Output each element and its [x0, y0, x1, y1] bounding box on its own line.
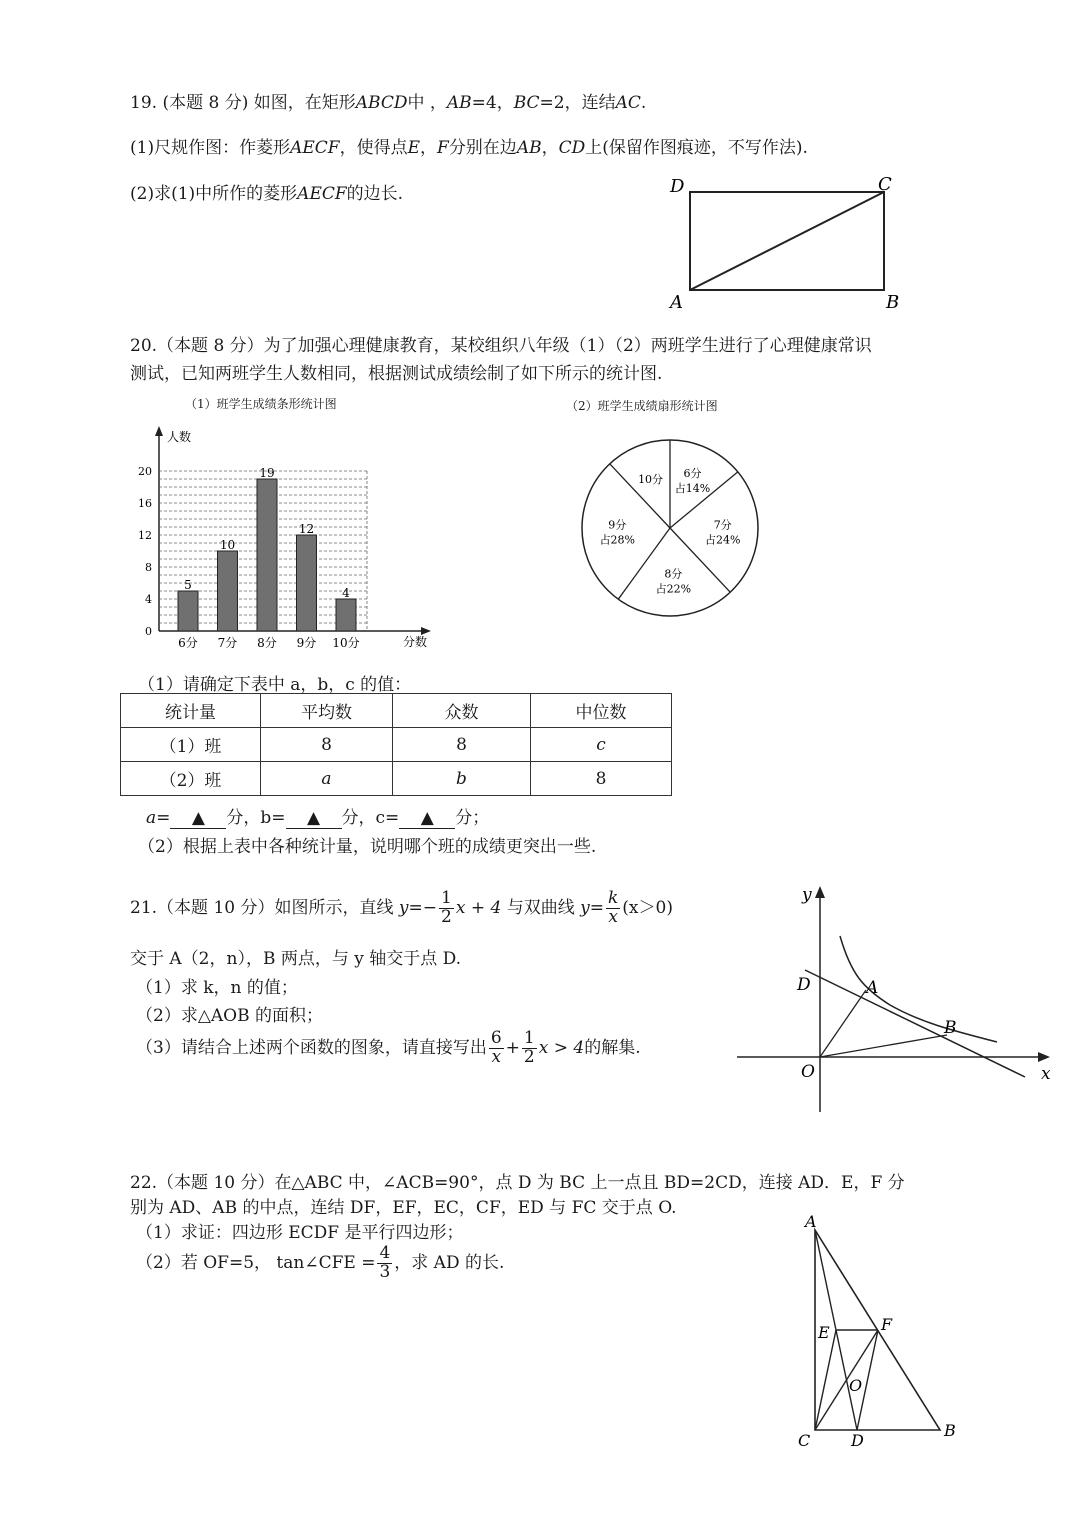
bar-chart [125, 420, 445, 655]
bar-category-label: 6分 [178, 636, 198, 650]
pie-chart [578, 436, 762, 620]
q21-function-graph [735, 880, 1060, 1120]
bar-chart-title: （1）班学生成绩条形统计图 [185, 397, 337, 411]
table-cell: a [261, 762, 393, 796]
q21-line2: 交于 A（2，n），B 两点，与 y 轴交于点 D. [130, 949, 462, 969]
answer-blank-b: ▲ [286, 808, 342, 829]
point-label-d: D [851, 1431, 864, 1450]
table-cell: （2）班 [121, 762, 261, 796]
bar-ytick-label: 4 [145, 593, 152, 606]
bar-xlabel: 分数 [403, 635, 428, 649]
fraction-six-over-x: $\frac{6}{x}$ [490, 1028, 502, 1067]
point-label-c: C [878, 174, 892, 195]
bar-category-label: 8分 [257, 636, 277, 650]
q21-part2: （2）求△AOB 的面积； [136, 1006, 323, 1026]
q21-part1: （1）求 k，n 的值； [136, 978, 298, 998]
point-label-b: B [944, 1018, 957, 1038]
statistics-table [120, 693, 672, 796]
table-row [121, 762, 672, 796]
q20-part2: （2）根据上表中各种统计量，说明哪个班的成绩更突出一些. [138, 837, 597, 857]
point-label-e: E [818, 1323, 830, 1342]
pie-slice-label: 7分 [713, 518, 732, 532]
bar-ytick-label: 12 [138, 529, 152, 542]
point-label-b: B [944, 1421, 956, 1440]
table-row [121, 728, 672, 762]
bar-series [178, 466, 360, 650]
bar-ytick-label: 8 [145, 561, 152, 574]
q19-line1: 19. (本题 8 分) 如图，在矩形ABCD中 ，AB=4，BC=2，连结AC. [130, 93, 647, 113]
table-header-row [121, 694, 672, 728]
q19-part2: (2)求(1)中所作的菱形AECF的边长. [130, 184, 404, 204]
pie-slice-percent: 占24% [704, 533, 741, 547]
bar-value-label: 4 [342, 586, 350, 600]
bar [257, 479, 277, 631]
pie-chart-title: （2）班学生成绩扇形统计图 [566, 399, 718, 413]
table-cell: 8 [261, 728, 393, 762]
bar-category-label: 9分 [296, 636, 317, 650]
q20-line2: 测试，已知两班学生人数相同，根据测试成绩绘制了如下所示的统计图. [130, 364, 663, 384]
point-label-o: O [801, 1062, 815, 1082]
bar [178, 591, 198, 631]
point-label-a: A [805, 1212, 817, 1231]
bar-yticks [138, 465, 152, 638]
bar [336, 599, 356, 631]
axis-label-y: y [802, 885, 812, 905]
bar-ytick-label: 16 [138, 497, 152, 510]
answer-blank-c: ▲ [399, 808, 455, 829]
answer-blank-a: ▲ [170, 808, 226, 829]
table-header: 中位数 [531, 694, 672, 728]
bar-ylabel: 人数 [167, 430, 192, 444]
fraction-k-over-x: $\frac{k}{x}$ [607, 888, 619, 927]
pie-slice-label: 6分 [683, 467, 702, 481]
bar-category-label: 7分 [217, 636, 238, 650]
q21-part3: （3）请结合上述两个函数的图象，请直接写出 $\frac{6}{x}$ + $\frac{1}{2}$ x > 4的解集. [136, 1028, 641, 1067]
bar-value-label: 10 [219, 538, 236, 552]
table-header: 平均数 [261, 694, 393, 728]
fraction-four-thirds: $\frac{4}{3}$ [379, 1243, 391, 1282]
q22-line1: 22.（本题 10 分）在△ABC 中，∠ACB=90°，点 D 为 BC 上一点且 BD=2CD，连接 AD．E，F 分 [130, 1173, 905, 1193]
q19-part1: (1)尺规作图：作菱形AECF，使得点E，F分别在边AB，CD上(保留作图痕迹，不写作法). [130, 138, 808, 158]
table-cell: 8 [393, 728, 531, 762]
axis-label-x: x [1041, 1064, 1051, 1084]
q19-rectangle-figure [660, 170, 920, 315]
bar-category-label: 10分 [332, 636, 360, 650]
point-label-a: A [670, 292, 683, 313]
bar [218, 551, 238, 631]
q20-line1: 20.（本题 8 分）为了加强心理健康教育，某校组织八年级（1）（2）两班学生进行了心理健康常识 [130, 336, 872, 356]
q21-line1: 21.（本题 10 分）如图所示，直线 y=− $\frac{1}{2}$ x + 4 与双曲线 y= $\frac{k}{x}$ (x＞0) [130, 888, 673, 927]
pie-slice-label: 10分 [638, 472, 664, 486]
point-label-d: D [797, 975, 811, 995]
bar-ytick-label: 0 [145, 625, 152, 638]
q20-fill-blanks: a= ▲ 分，b= ▲ 分，c= ▲ 分； [146, 808, 490, 828]
table-header: 统计量 [121, 694, 261, 728]
q22-line2: 别为 AD、AB 的中点，连结 DF，EF，EC，CF，ED 与 FC 交于点 O. [130, 1198, 677, 1218]
table-cell: b [393, 762, 531, 796]
bar-ytick-label: 20 [138, 465, 152, 478]
table-cell: c [531, 728, 672, 762]
point-label-c: C [798, 1431, 811, 1450]
point-label-a: A [866, 978, 879, 998]
bar-value-label: 5 [184, 578, 192, 592]
bar [297, 535, 317, 631]
point-label-b: B [886, 292, 900, 313]
table-header: 众数 [393, 694, 531, 728]
q20-part1: （1）请确定下表中 a，b，c 的值： [138, 675, 412, 695]
pie-slice-label: 9分 [608, 518, 627, 532]
point-label-o: O [849, 1376, 863, 1395]
fraction-one-half: $\frac{1}{2}$ [441, 888, 452, 927]
q22-triangle-figure [790, 1210, 970, 1450]
bar-value-label: 12 [298, 522, 315, 536]
q22-part2: （2）若 OF=5， tan∠CFE = $\frac{4}{3}$ ，求 AD 的长. [136, 1243, 505, 1282]
point-label-d: D [670, 176, 685, 197]
pie-slice-percent: 占14% [674, 482, 711, 496]
table-cell: （1）班 [121, 728, 261, 762]
pie-slice-label: 8分 [664, 567, 683, 581]
point-label-f: F [881, 1315, 893, 1334]
table-cell: 8 [531, 762, 672, 796]
q22-part1: （1）求证：四边形 ECDF 是平行四边形； [136, 1223, 464, 1243]
pie-slice-percent: 占28% [599, 533, 636, 547]
pie-slice-percent: 占22% [655, 582, 692, 596]
fraction-one-half-2: $\frac{1}{2}$ [523, 1028, 535, 1067]
bar-value-label: 19 [259, 466, 275, 480]
